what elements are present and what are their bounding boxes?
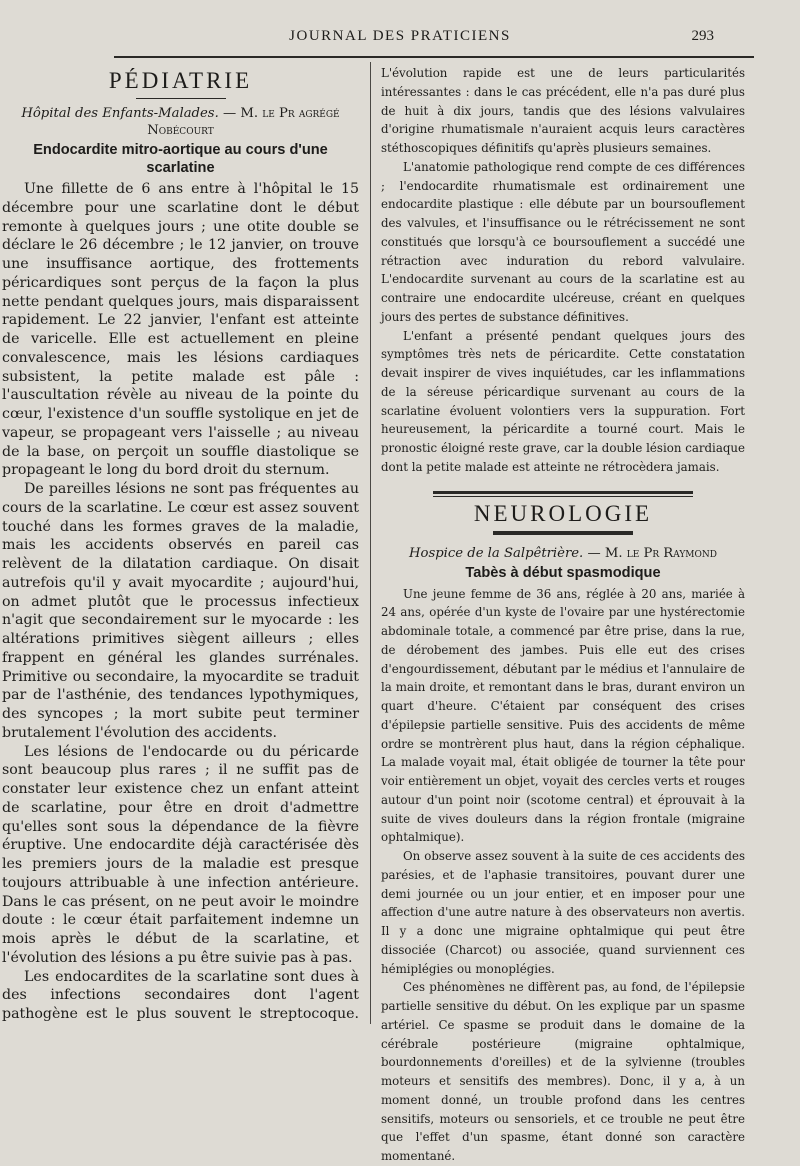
paragraph: L'anatomie pathologique rend compte de ces différences ; l'endocardite rhumatismale est ordinairement une endocardite plastique : elle débute par un boursouflement des valvules, et l'insuffisance ou le rétrécissement ne sont constitués que lorsqu'à ce boursouflement a succédé une rétraction avec induration du rebord valvulaire. L'endocardite survenant au cours de la scarlatine est au contraire une endocardite ulcéreuse, créant en quelques jours des pertes de substance définitives. xyxy=(381,159,745,324)
case-title: Endocardite mitro-aortique au cours d'une scarlatine xyxy=(33,142,328,176)
hospital-line xyxy=(381,545,745,562)
right-column xyxy=(381,64,745,1166)
header-rule xyxy=(114,56,754,58)
paragraph: Les lésions de l'endocarde ou du péricarde sont beaucoup plus rares ; il ne suffit pas de constater leur existence chez un enfant atteint de scarlatine, pour être en droit d'admettre qu'elles sont sous la dépendance de la fièvre éruptive. Une endocardite déjà caractérisée dès les premiers jours de la maladie est presque toujours attribuable à une infection antérieure. Dans le cas présent, on ne peut avoir le moindre doute : le cœur était parfaitement indemne un mois après le début de la scarlatine, et l'évolution des lésions a pu être suivie pas à pas. xyxy=(2,743,359,966)
doctor-name: — M. le Pr agrégé Nobécourt xyxy=(147,106,340,138)
paragraph: L'évolution rapide est une de leurs particularités intéressantes : dans le cas précédent, elle n'a pas duré plus de huit à dix jours, tandis que des lésions valvulaires d'origine rhumatismale n'auraient acquis leurs caractères stéthoscopiques définitifs qu'après plusieurs semaines. xyxy=(381,66,745,155)
paragraph: Les endocardites de la scarlatine sont dues à des infections secondaires dont l'agent pathogène est le plus souvent le streptocoque. xyxy=(2,968,359,1022)
hospital-line xyxy=(2,105,359,139)
column-divider xyxy=(370,62,371,1024)
section-underline xyxy=(136,98,226,99)
section-title-pediatrie: PÉDIATRIE xyxy=(108,68,253,93)
section-separator xyxy=(433,491,693,497)
paragraph: Une fillette de 6 ans entre à l'hôpital le 15 décembre pour une scarlatine dont le début remonte à quelques jours ; une otite double se déclare le 26 décembre ; le 12 janvier, on trouve une insuffisance aortique, des frottements péricardiques sont perçus de la façon la plus nette pendant quelques jours, mais disparaissent rapidement. Le 22 janvier, l'enfant est atteinte de varicelle. Elle est actuellement en pleine convalescence, mais les lésions cardiaques subsistent, la petite malade est pâle : l'auscultation révèle au niveau de la pointe du cœur, l'existence d'un souffle systolique en jet de vapeur, se propageant vers l'aisselle ; au niveau de la base, on perçoit un souffle diastolique se propageant le long du bord droit du sternum. xyxy=(2,181,359,479)
journal-title: JOURNAL DES PRATICIENS xyxy=(289,28,511,44)
institution-name: Hospice de la Salpêtrière. xyxy=(409,545,584,561)
paragraph: Ces phénomènes ne diffèrent pas, au fond, de l'épilepsie partielle sensitive du début. On les explique par un spasme artériel. Ce spasme se produit dans le domaine de la cérébrale postérieure (migraine ophtalmique, bourdonnements d'oreilles) et de la sylvienne (troubles moteurs et sensitifs des membres). Donc, il y a, à un moment donné, un trouble profond dans les centres sensitifs, moteurs ou sensoriels, et ce trouble ne peut être que l'effet d'un spasme, étant donné son caractère momentané. xyxy=(381,980,745,1163)
institution-name: Hôpital des Enfants-Malades. xyxy=(21,106,219,121)
case-title: Tabès à début spasmodique xyxy=(465,564,661,581)
section-separator-short xyxy=(493,531,633,535)
left-column xyxy=(2,64,359,1024)
paragraph: On observe assez souvent à la suite de ces accidents des parésies, et de l'aphasie transitoires, pouvant durer une demi journée ou un jour entier, et en imposer pour une affection d'une autre nature à des observateurs non avertis. Il y a donc une migraine ophtalmique qui peut être dissociée (Charcot) ou associée, quand surviennent ces hémiplégies ou monoplégies. xyxy=(381,849,745,976)
running-head xyxy=(0,28,800,50)
section-title-neurologie: NEUROLOGIE xyxy=(473,500,653,526)
page-number: 293 xyxy=(691,28,714,44)
doctor-name: — M. le Pr Raymond xyxy=(587,545,717,561)
paragraph: L'enfant a présenté pendant quelques jours des symptômes très nets de péricardite. Cette constatation devait inspirer de vives inquiétudes, car les inflammations de la séreuse péricardique survenant au cours de la scarlatine évoluent volontiers vers la suppuration. Fort heureusement, la péricardite a tourné court. Mais le pronostic éloigné reste grave, car la double lésion cardiaque dont la petite malade est atteinte ne rétrocèdera jamais. xyxy=(381,328,745,474)
paragraph: Une jeune femme de 36 ans, réglée à 20 ans, mariée à 24 ans, opérée d'un kyste de l'ovaire par une hystérectomie abdominale totale, a commencé par être prise, dans la rue, de dérobement des jambes. Puis elle eut des crises d'engourdissement, débutant par le médius et l'annulaire de la main droite, et remontant dans le bras, durant environ un quart d'heure. C'étaient par conséquent des crises d'épilepsie partielle sensitive. Puis des accidents de même ordre se montrèrent plus haut, dans la région céphalique. La malade voyait mal, était obligée de tourner la tête pour voir entièrement un objet, voyait des cercles verts et rouges autour d'un point noir (scotome central) et éprouvait à la suite de vives douleurs dans la région frontale (migraine ophtalmique). xyxy=(381,586,745,845)
paragraph: De pareilles lésions ne sont pas fréquentes au cours de la scarlatine. Le cœur est assez souvent touché dans les formes graves de la maladie, mais les accidents observés en pareil cas relèvent de la dilatation cardiaque. On disait autrefois qu'il y avait myocardite ; aujourd'hui, on admet plutôt que le processus infectieux n'agit que secondairement sur le myocarde : les altérations primitives siègent ailleurs ; elles frappent en général les glandes surrénales. Primitive ou secondaire, la myocardite se traduit par de l'asthénie, des tendances lypothymiques, des syncopes ; la mort subite peut terminer brutalement l'évolution des accidents. xyxy=(2,481,359,741)
